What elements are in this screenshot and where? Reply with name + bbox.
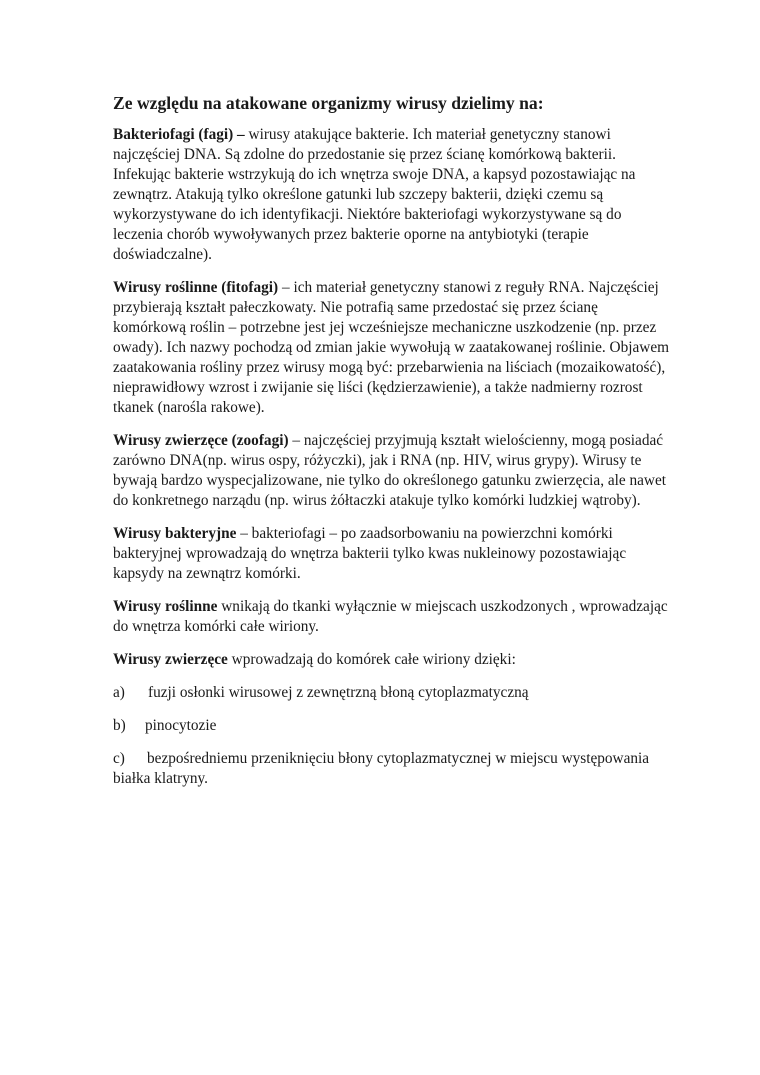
text-animal-viruses-entry: wprowadzają do komórek całe wiriony dzięki: bbox=[227, 651, 516, 668]
term-animal-viruses: Wirusy zwierzęce (zoofagi) bbox=[113, 432, 289, 449]
term-animal-viruses-entry: Wirusy zwierzęce bbox=[113, 651, 228, 668]
paragraph-animal-viruses bbox=[113, 431, 673, 511]
paragraph-plant-viruses bbox=[113, 278, 673, 418]
document-title: Ze względu na atakowane organizmy wirusy dzielimy na: bbox=[113, 93, 544, 113]
list-item-text: fuzji osłonki wirusowej z zewnętrzną błoną cytoplazmatyczną bbox=[148, 684, 529, 701]
text-bacteriophages: wirusy atakujące bakterie. Ich materiał genetyczny stanowi najczęściej DNA. Są zdolne do przedostanie się przez ścianę komórkową bakterii. Infekując bakterie wstrzykują do ich wnętrza swoje DNA, a kapsyd pozostawiając na zewnątrz. Atakują tylko określone gatunki lub szczepy bakterii, dzięki czemu są wykorzystywane do ich identyfikacji. Niektóre bakteriofagi wykorzystywane są do leczenia chorób wywoływanych przez bakterie oporne na antybiotyki (terapie doświadczalne). bbox=[113, 126, 636, 263]
term-plant-viruses-entry: Wirusy roślinne bbox=[113, 598, 218, 615]
text-animal-viruses: – najczęściej przyjmują kształt wielościenny, mogą posiadać zarówno DNA(np. wirus ospy, różyczki), jak i RNA (np. HIV, wirus grypy). Wirusy te bywają bardzo wyspecjalizowane, nie tylko do określonego gatunku zwierzęcia, ale nawet do konkretnego narządu (np. wirus żółtaczki atakuje tylko komórki ludzkiej wątroby). bbox=[113, 432, 667, 509]
paragraph-bacteriophages bbox=[113, 125, 673, 265]
list-item-text: bezpośredniemu przeniknięciu błony cytoplazmatycznej w miejscu występowania białka klatryny. bbox=[113, 750, 650, 787]
text-bacterial-viruses: – bakteriofagi – po zaadsorbowaniu na powierzchni komórki bakteryjnej wprowadzają do wnętrza bakterii tylko kwas nukleinowy pozostawiając kapsydy na zewnątrz komórki. bbox=[113, 525, 627, 582]
list-item bbox=[113, 683, 673, 703]
text-plant-viruses-entry: wnikają do tkanki wyłącznie w miejscach uszkodzonych , wprowadzając do wnętrza komórki całe wiriony. bbox=[113, 598, 668, 635]
list-marker: a) bbox=[113, 684, 125, 701]
term-plant-viruses: Wirusy roślinne (fitofagi) bbox=[113, 279, 279, 296]
text-plant-viruses: – ich materiał genetyczny stanowi z reguły RNA. Najczęściej przybierają kształt pałeczkowaty. Nie potrafią same przedostać się przez ścianę komórkową roślin – potrzebne jest jej wcześniejsze mechaniczne uszkodzenie (np. przez owady). Ich nazwy pochodzą od zmian jakie wywołują w zaatakowanej roślinie. Objawem zaatakowania rośliny przez wirusy mogą być: przebarwienia na liściach (mozaikowatość), nieprawidłowy wzrost i zwijanie się liści (kędzierzawienie), a także nadmierny rozrost tkanek (narośla rakowe). bbox=[113, 279, 670, 416]
list-item bbox=[113, 749, 673, 789]
paragraph-plant-viruses-entry bbox=[113, 597, 673, 637]
list-item-text: pinocytozie bbox=[145, 717, 217, 734]
document-page bbox=[113, 92, 673, 802]
list-marker: c) bbox=[113, 750, 125, 767]
term-bacteriophages: Bakteriofagi (fagi) – bbox=[113, 126, 245, 143]
paragraph-bacterial-viruses-entry bbox=[113, 524, 673, 584]
list-marker: b) bbox=[113, 717, 126, 734]
paragraph-animal-viruses-entry bbox=[113, 650, 673, 670]
term-bacterial-viruses: Wirusy bakteryjne bbox=[113, 525, 237, 542]
list-item bbox=[113, 716, 673, 736]
